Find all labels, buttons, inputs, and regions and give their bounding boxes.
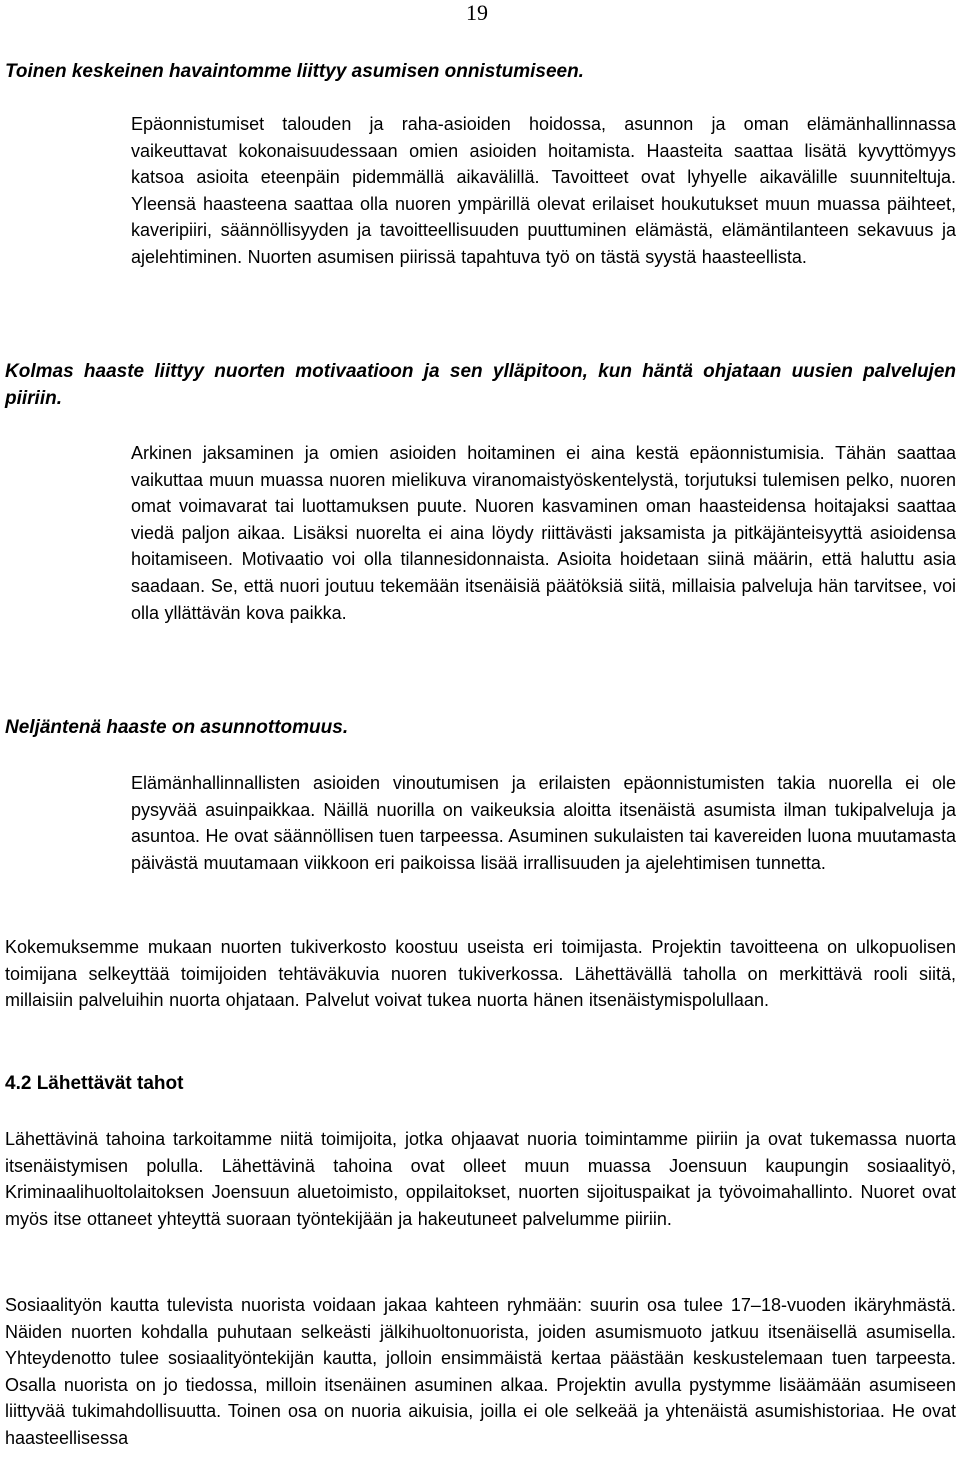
heading-housing-success: Toinen keskeinen havaintomme liittyy asumisen onnistumiseen. [5,61,584,82]
page-number: 19 [466,0,488,25]
paragraph-social-work: Sosiaalityön kautta tulevista nuorista voidaan jakaa kahteen ryhmään: suurin osa tulee 17–18-vuoden ikäryhmästä. Näiden nuorten kohdalla puhutaan selkeästi jälkihuoltonuorista, joiden asumismuoto jatkuu itsenäisellä asumisella. Yhteydenotto tulee sosiaalityöntekijän kautta, jolloin ensimmäistä kertaa päästään keskustelemaan tuen tarpeesta. Osalla nuorista on jo tiedossa, milloin itsenäinen asuminen alkaa. Projektin avulla pystymme lisäämään asumiseen liittyvää tukimahdollisuutta. Toinen osa on nuoria aikuisia, joilla ei ole selkeää ja yhtenäistä asumishistoriaa. He ovat haasteellisessa [5,1295,956,1448]
paragraph-life-management: Elämänhallinnallisten asioiden vinoutumisen ja erilaisten epäonnistumisten takia nuorella ei ole pysyvää asuinpaikkaa. Näillä nuorilla on vaikeuksia aloitta itsenäistä asumista ilman tukipalveluja ja asuntoa. He ovat säännöllisen tuen tarpeessa. Asuminen sukulaisten tai kavereiden luona muutamasta päivästä muutamaan viikkoon eri paikoissa lisää irrallisuuden ja ajelehtimisen tunnetta. [131,773,957,873]
paragraph-financial-failures: Epäonnistumiset talouden ja raha-asioiden hoidossa, asunnon ja oman elämänhallinnassa vaikeuttavat kokonaisuudessaan omien asioiden hoitamista. Haasteita saattaa lisätä kyvyttömyys katsoa asioita eteenpäin pidemmällä aikavälillä. Tavoitteet ovat lyhyelle aikavälille suunniteltuja. Yleensä haasteena saattaa olla nuoren ympärillä olevat erilaiset houkutukset muun muassa päihteet, kaveripiiri, säännöllisyyden ja tavoitteellisuuden puuttuminen elämästä, elämäntilanteen sekavuus ja ajelehtiminen. Nuorten asumisen piirissä tapahtuva työ on tästä syystä haasteellista. [131,114,956,267]
paragraph-support-network: Kokemuksemme mukaan nuorten tukiverkosto koostuu useista eri toimijasta. Projektin tavoitteena on ulkopuolisen toimijana selkeyttää toimijoiden tehtäväkuvia nuoren tukiverkossa. Lähettävällä taholla on merkittävä rooli siitä, millaisiin palveluihin nuorta ohjataan. Palvelut voivat tukea nuorta hänen itsenäistymispolullaan. [5,937,956,1011]
paragraph-referring-parties: Lähettävinä tahoina tarkoitamme niitä toimijoita, jotka ohjaavat nuoria toimintamme piiriin ja ovat tukemassa nuorta itsenäistymisen polulla. Lähettävinä tahoina ovat olleet muun muassa Joensuun kaupungin sosiaalityö, Kriminaalihuoltolaitoksen Joensuun aluetoimisto, oppilaitokset, nuorten sijoituspaikat ja työvoimahallinto. Nuoret ovat myös itse ottaneet yhteyttä suoraan työntekijään ja hakeutuneet palvelumme piiriin. [5,1129,956,1229]
heading-motivation: Kolmas haaste liittyy nuorten motivaatioon ja sen ylläpitoon, kun häntä ohjataan uusien palvelujen piiriin. [5,361,956,409]
paragraph-coping: Arkinen jaksaminen ja omien asioiden hoitaminen ei aina kestä epäonnistumisia. Tähän saattaa vaikuttaa muun muassa nuoren mielikuva viranomaistyöskentelystä, torjutuksi tulemisen pelko, nuoren omat voimavarat tai luottamuksen puute. Nuoren kasvaminen oman haasteidensa hoitajaksi saattaa viedä paljon aikaa. Lisäksi nuorelta ei aina löydy riittävästi jaksamista ja pitkäjänteisyyttä asioidensa hoitamiseen. Motivaatio voi olla tilannesidonnaista. Asioita hoidetaan siinä määrin, että haluttu asia saadaan. Se, että nuori joutuu tekemään itsenäisiä päätöksiä siitä, millaisia palveluja hän tarvitsee, voi olla yllättävän kova paikka. [131,443,956,623]
section-title-referring-parties: 4.2 Lähettävät tahot [5,1073,184,1094]
heading-homelessness: Neljäntenä haaste on asunnottomuus. [5,717,349,738]
